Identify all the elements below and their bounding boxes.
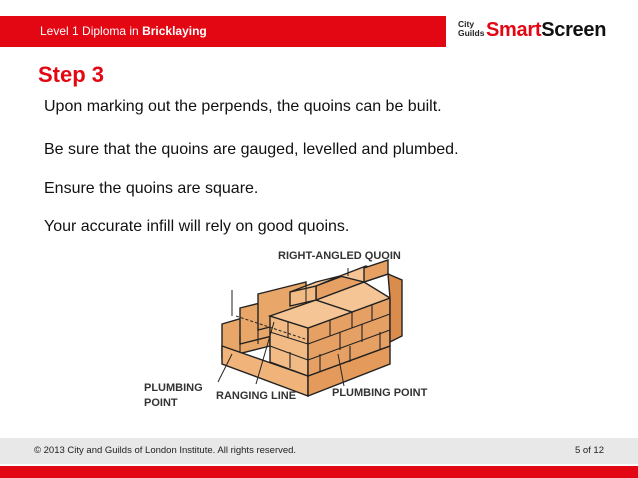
paragraph-3: Ensure the quoins are square. bbox=[44, 180, 259, 197]
label-ranging-line: RANGING LINE bbox=[216, 390, 297, 402]
city-guilds-smartscreen-logo bbox=[458, 18, 628, 46]
smartscreen-wordmark bbox=[486, 19, 606, 42]
course-title bbox=[40, 24, 207, 38]
label-plumbing-point-left-1: PLUMBING bbox=[144, 382, 203, 394]
slide-title: Step 3 bbox=[38, 62, 105, 87]
paragraph-4: Your accurate infill will rely on good quoins. bbox=[44, 218, 350, 235]
label-right-angled-quoin: RIGHT-ANGLED QUOIN bbox=[278, 250, 401, 262]
brickwork-illustration bbox=[222, 260, 402, 396]
page-number: 5 of 12 bbox=[574, 445, 604, 456]
course-name: Bricklaying bbox=[142, 24, 207, 38]
logo-smart: Smart bbox=[486, 19, 542, 41]
city-guilds-logo bbox=[458, 20, 484, 38]
label-plumbing-point-left-2: POINT bbox=[144, 397, 178, 409]
logo-city: City bbox=[458, 19, 475, 29]
course-prefix: Level 1 Diploma in bbox=[40, 24, 139, 38]
copyright-text: © 2013 City and Guilds of London Institute. All rights reserved. bbox=[34, 445, 297, 456]
quoin-diagram bbox=[140, 246, 470, 416]
paragraph-2: Be sure that the quoins are gauged, levelled and plumbed. bbox=[44, 141, 459, 158]
logo-guilds: Guilds bbox=[458, 28, 485, 38]
label-plumbing-point-right: PLUMBING POINT bbox=[332, 387, 428, 399]
footer-red-band bbox=[0, 466, 638, 478]
logo-screen: Screen bbox=[541, 19, 607, 41]
paragraph-1: Upon marking out the perpends, the quoins can be built. bbox=[44, 98, 442, 115]
